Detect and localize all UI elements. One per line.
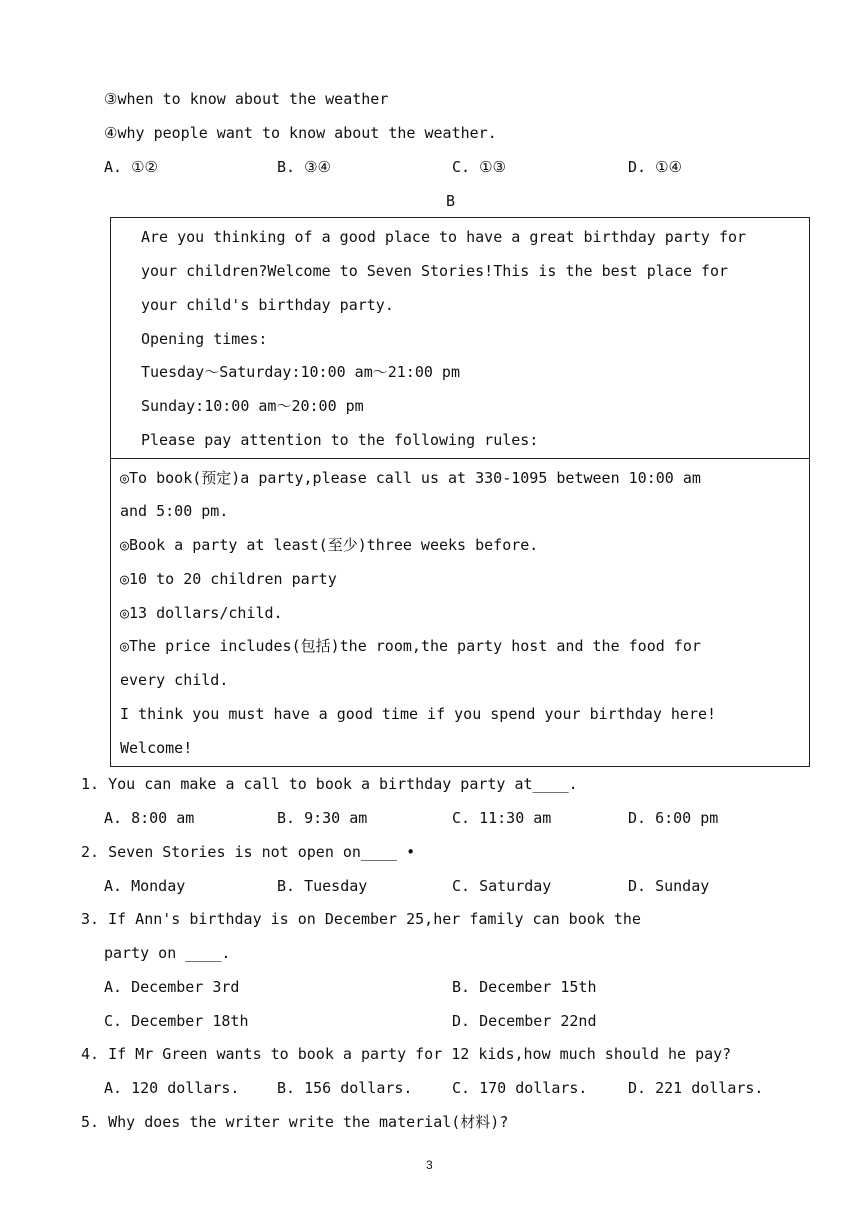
q1-option-d: D. 6:00 pm <box>628 809 719 827</box>
section-label: B <box>446 192 456 210</box>
q4-option-a: A. 120 dollars. <box>104 1079 240 1097</box>
question-1: 1. You can make a call to book a birthday party at____. <box>81 775 578 793</box>
ad-rule-line: I think you must have a good time if you spend your birthday here! <box>120 705 717 723</box>
question-5: 5. Why does the writer write the material(材料)? <box>81 1113 509 1131</box>
q1-option-c: C. 11:30 am <box>452 809 552 827</box>
ad-line: Opening times: <box>141 330 268 348</box>
ad-rule-line: ◎The price includes(包括)the room,the party host and the food for <box>120 637 701 655</box>
ad-line: your child's birthday party. <box>141 296 394 314</box>
q3-option-d: D. December 22nd <box>452 1012 597 1030</box>
q3-option-b: B. December 15th <box>452 978 597 996</box>
q1-option-a: A. 8:00 am <box>104 809 195 827</box>
prev-option-b: B. ③④ <box>277 158 331 176</box>
ad-line: Please pay attention to the following rules: <box>141 431 539 449</box>
ad-line: Tuesday～Saturday:10:00 am～21:00 pm <box>141 363 460 381</box>
prev-option-c: C. ①③ <box>452 158 506 176</box>
prev-option-d: D. ①④ <box>628 158 682 176</box>
question-3: 3. If Ann's birthday is on December 25,her family can book the <box>81 910 641 928</box>
ad-rule-line: ◎10 to 20 children party <box>120 570 337 588</box>
q2-option-d: D. Sunday <box>628 877 710 895</box>
prev-option-a: A. ①② <box>104 158 158 176</box>
question-4: 4. If Mr Green wants to book a party for 12 kids,how much should he pay? <box>81 1045 732 1063</box>
ad-rule-line: Welcome! <box>120 739 193 757</box>
q1-option-b: B. 9:30 am <box>277 809 368 827</box>
prev-item-3: ③when to know about the weather <box>104 90 389 108</box>
ad-rule-line: every child. <box>120 671 229 689</box>
ad-rule-line: and 5:00 pm. <box>120 502 229 520</box>
q4-option-b: B. 156 dollars. <box>277 1079 413 1097</box>
ad-rule-line: ◎13 dollars/child. <box>120 604 283 622</box>
ad-line: Sunday:10:00 am～20:00 pm <box>141 397 364 415</box>
question-3-cont: party on ____. <box>104 944 231 962</box>
ad-rule-line: ◎Book a party at least(至少)three weeks before. <box>120 536 539 554</box>
ad-line: Are you thinking of a good place to have a great birthday party for <box>141 228 747 246</box>
q2-option-b: B. Tuesday <box>277 877 368 895</box>
q2-option-c: C. Saturday <box>452 877 552 895</box>
q3-option-c: C. December 18th <box>104 1012 249 1030</box>
q4-option-c: C. 170 dollars. <box>452 1079 588 1097</box>
ad-rule-line: ◎To book(预定)a party,please call us at 330-1095 between 10:00 am <box>120 469 701 487</box>
prev-item-4: ④why people want to know about the weather. <box>104 124 497 142</box>
question-2: 2. Seven Stories is not open on____ • <box>81 843 416 861</box>
q3-option-a: A. December 3rd <box>104 978 240 996</box>
q2-option-a: A. Monday <box>104 877 186 895</box>
q4-option-d: D. 221 dollars. <box>628 1079 764 1097</box>
ad-line: your children?Welcome to Seven Stories!This is the best place for <box>141 262 728 280</box>
page-number: 3 <box>426 1158 433 1172</box>
